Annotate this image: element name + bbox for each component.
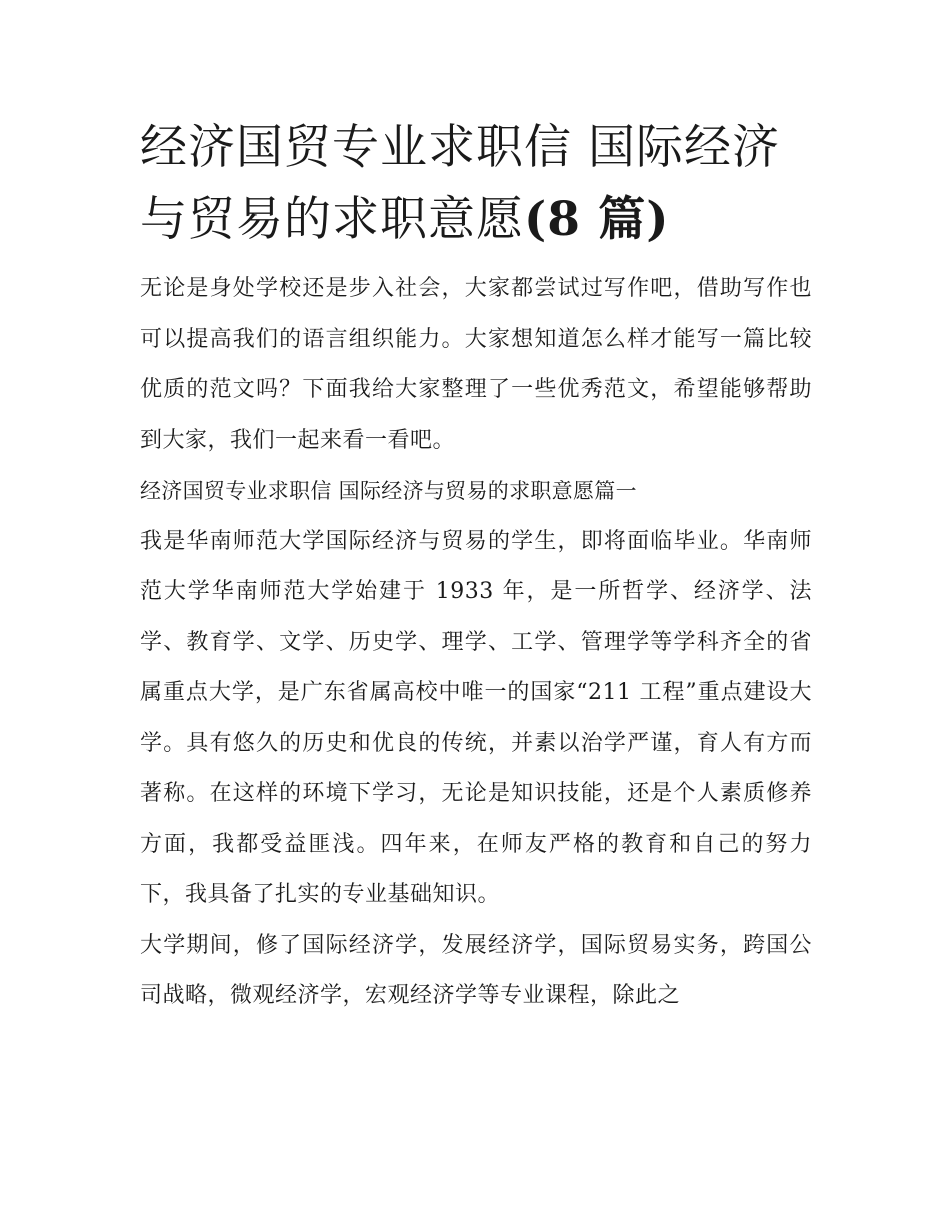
- document-page: [140, 112, 812, 1022]
- section-heading: 经济国贸专业求职信 国际经济与贸易的求职意愿篇一: [140, 479, 637, 503]
- document-title-suffix: (8 篇): [524, 192, 670, 247]
- intro-paragraph: 无论是身处学校还是步入社会，大家都尝试过写作吧，借助写作也可以提高我们的语言组织能力。大家想知道怎么样才能写一篇比较优质的范文吗？下面我给大家整理了一些优秀范文，希望能够帮助到大家，我们一起来看一看吧。: [140, 276, 812, 453]
- body-paragraph-1: 我是华南师范大学国际经济与贸易的学生，即将面临毕业。华南师范大学华南师范大学始建于 1933 年，是一所哲学、经济学、法学、教育学、文学、历史学、理学、工学、管理学等学科齐全的省属重点大学，是广东省属高校中唯一的国家“211 工程”重点建设大学。具有悠久的历史和优良的传统，并素以治学严谨，育人有方而著称。在这样的环境下学习，无论是知识技能，还是个人素质修养方面，我都受益匪浅。四年来，在师友严格的教育和自己的努力下，我具备了扎实的专业基础知识。: [140, 528, 812, 907]
- document-title-main: 经济国贸专业求职信 国际经济与贸易的求职意愿: [140, 120, 780, 247]
- body-paragraph-2: 大学期间，修了国际经济学，发展经济学，国际贸易实务，跨国公司战略，微观经济学，宏观经济学等专业课程，除此之: [140, 932, 812, 1008]
- document-title: [140, 112, 812, 256]
